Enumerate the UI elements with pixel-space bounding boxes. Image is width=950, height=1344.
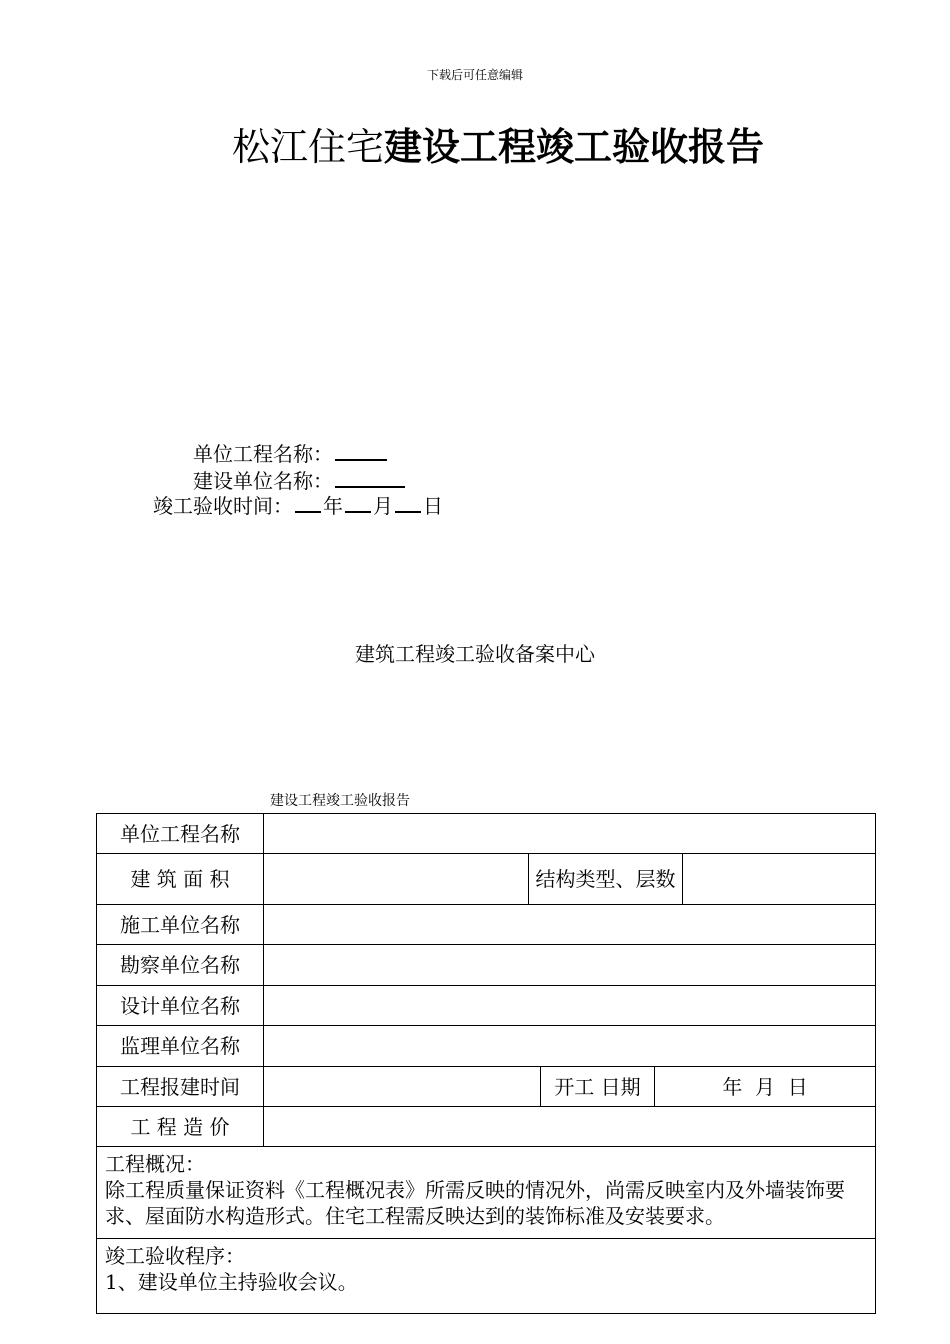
table-row (97, 854, 876, 905)
unit-project-name-label: 单位工程名称： (193, 442, 333, 466)
day-label: 日 (423, 494, 443, 518)
project-overview-cell[interactable] (97, 1147, 876, 1239)
header-note: 下载后可任意编辑 (426, 68, 523, 82)
construction-unit-value[interactable] (264, 905, 876, 945)
completion-time-line (153, 490, 443, 519)
unit-project-name-value[interactable] (264, 814, 876, 854)
completion-time-label: 竣工验收时间： (153, 494, 293, 518)
design-unit-cell: 设计单位名称 (97, 986, 264, 1026)
construction-unit-cell: 施工单位名称 (97, 905, 264, 945)
month-label: 月 (373, 494, 393, 518)
title-prefix: 松江住宅 (232, 125, 385, 169)
start-date-value[interactable]: 年 月 日 (655, 1067, 876, 1107)
design-unit-value[interactable] (264, 986, 876, 1026)
table-row (97, 1147, 876, 1239)
acceptance-report-table (96, 813, 876, 1314)
acceptance-procedure-title: 竣工验收程序： (105, 1244, 245, 1268)
builder-unit-name-label: 建设单位名称： (193, 469, 333, 493)
unit-project-name-blank[interactable] (335, 441, 387, 461)
supervision-unit-cell: 监理单位名称 (97, 1026, 264, 1067)
table-caption: 建设工程竣工验收报告 (270, 793, 410, 809)
structure-type-value[interactable] (683, 854, 876, 905)
survey-unit-cell: 勘察单位名称 (97, 945, 264, 986)
day-blank[interactable] (395, 493, 421, 513)
table-row (97, 1026, 876, 1067)
table-row (97, 945, 876, 986)
title-main: 建设工程竣工验收报告 (384, 124, 765, 169)
acceptance-procedure-item: 1、建设单位主持验收会议。 (105, 1270, 358, 1294)
filing-center-label: 建筑工程竣工验收备案中心 (355, 642, 595, 666)
year-label: 年 (323, 494, 343, 518)
document-title (232, 116, 764, 171)
unit-project-name-line (193, 438, 389, 467)
building-area-value[interactable] (264, 854, 529, 905)
supervision-unit-value[interactable] (264, 1026, 876, 1067)
month-blank[interactable] (345, 493, 371, 513)
survey-unit-value[interactable] (264, 945, 876, 986)
project-overview-title: 工程概况： (105, 1152, 205, 1176)
project-cost-cell: 工 程 造 价 (97, 1107, 264, 1147)
project-cost-value[interactable] (264, 1107, 876, 1147)
builder-unit-name-blank[interactable] (335, 468, 405, 488)
table-row (97, 814, 876, 854)
table-row (97, 1239, 876, 1314)
table-row (97, 1107, 876, 1147)
project-report-time-cell: 工程报建时间 (97, 1067, 264, 1107)
acceptance-procedure-cell[interactable] (97, 1239, 876, 1314)
table-row (97, 905, 876, 945)
project-report-time-value[interactable] (264, 1067, 541, 1107)
unit-project-name-cell: 单位工程名称 (97, 814, 264, 854)
structure-type-cell: 结构类型、层数 (529, 854, 683, 905)
table-row (97, 1067, 876, 1107)
project-overview-text: 除工程质量保证资料《工程概况表》所需反映的情况外，尚需反映室内及外墙装饰要求、屋面防水构造形式。住宅工程需反映达到的装饰标准及安装要求。 (105, 1178, 845, 1228)
year-blank[interactable] (295, 493, 321, 513)
start-date-cell: 开工 日期 (541, 1067, 655, 1107)
building-area-cell: 建 筑 面 积 (97, 854, 264, 905)
table-row (97, 986, 876, 1026)
